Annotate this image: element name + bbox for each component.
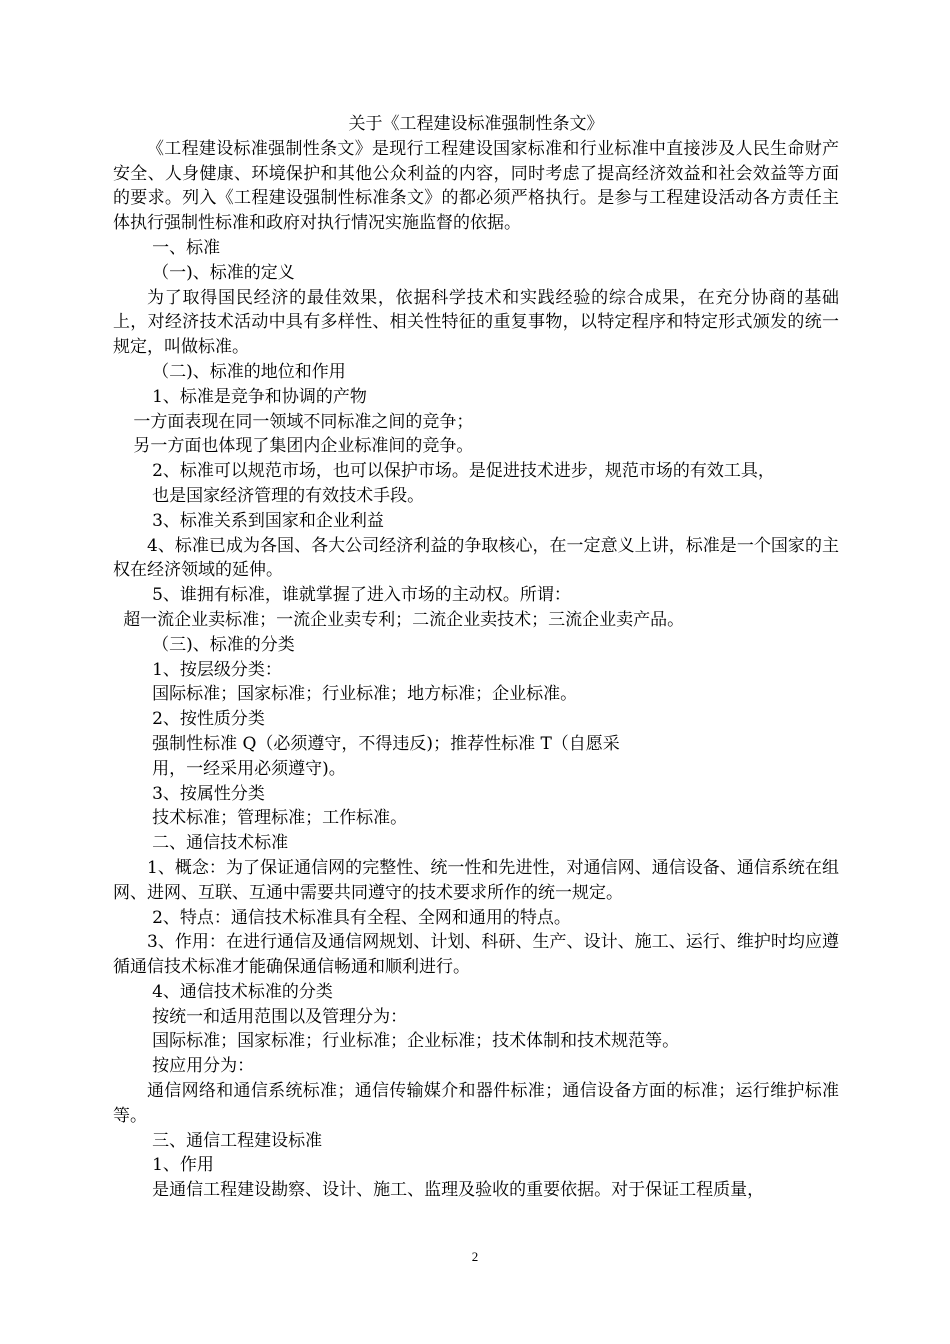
- paragraph: 1、概念：为了保证通信网的完整性、统一性和先进性，对通信网、通信设备、通信系统在组网、进网、互联、互通中需要共同遵守的技术要求所作的统一规定。: [113, 857, 839, 903]
- paragraph: 用，一经采用必须遵守)。: [152, 758, 346, 779]
- document-title: 关于《工程建设标准强制性条文》: [348, 114, 604, 134]
- paragraph: （三)、标准的分类: [152, 634, 295, 655]
- paragraph: 1、标准是竞争和协调的产物: [152, 386, 367, 407]
- paragraph: 2、按性质分类: [152, 709, 265, 730]
- paragraph: 超一流企业卖标准；一流企业卖专利；二流企业卖技术；三流企业卖产品。: [123, 609, 685, 630]
- paragraph: 通信网络和通信系统标准；通信传输媒介和器件标准；通信设备方面的标准；运行维护标准等。: [113, 1081, 839, 1126]
- paragraph: 国际标准；国家标准；行业标准；地方标准；企业标准。: [152, 684, 578, 705]
- paragraph: 3、标准关系到国家和企业利益: [152, 510, 384, 531]
- paragraph: 1、作用: [152, 1155, 214, 1176]
- paragraph: 1、按层级分类：: [152, 659, 282, 680]
- paragraph: 国际标准；国家标准；行业标准；企业标准；技术体制和技术规范等。: [152, 1031, 680, 1052]
- paragraph-list: [113, 137, 839, 1203]
- paragraph: 按应用分为：: [152, 1056, 255, 1077]
- paragraph: 是通信工程建设勘察、设计、施工、监理及验收的重要依据。对于保证工程质量，: [152, 1180, 765, 1201]
- paragraph: 二、通信技术标准: [152, 833, 289, 854]
- paragraph: 4、标准已成为各国、各大公司经济利益的争取核心，在一定意义上讲，标准是一个国家的主权在经济领域的延伸。: [113, 535, 839, 581]
- paragraph: 《工程建设标准强制性条文》是现行工程建设国家标准和行业标准中直接涉及人民生命财产安全、人身健康、环境保护和其他公众利益的内容，同时考虑了提高经济效益和社会效益等方面的要求。列入《工程建设强制性标准条文》的都必须严格执行。是参与工程建设活动各方责任主体执行强制性标准和政府对执行情况实施监督的依据。: [113, 138, 839, 234]
- paragraph: 为了取得国民经济的最佳效果，依据科学技术和实践经验的综合成果，在充分协商的基础上，对经济技术活动中具有多样性、相关性特征的重复事物，以特定程序和特定形式颁发的统一规定，叫做标准。: [113, 287, 839, 358]
- paragraph: 4、通信技术标准的分类: [152, 981, 333, 1002]
- paragraph: 按统一和适用范围以及管理分为：: [152, 1006, 408, 1027]
- paragraph: 一方面表现在同一领域不同标准之间的竞争；: [133, 411, 474, 432]
- paragraph: 3、作用：在进行通信及通信网规划、计划、科研、生产、设计、施工、运行、维护时均应遵循通信技术标准才能确保通信畅通和顺利进行。: [113, 932, 839, 978]
- paragraph: 2、特点：通信技术标准具有全程、全网和通用的特点。: [152, 907, 571, 928]
- paragraph: 强制性标准 Q（必须遵守，不得违反)；推荐性标准 T（自愿采: [152, 733, 620, 754]
- paragraph: （二)、标准的地位和作用: [152, 361, 346, 382]
- paragraph: 一、标准: [152, 237, 221, 258]
- paragraph: （一)、标准的定义: [152, 262, 295, 283]
- paragraph: 三、通信工程建设标准: [152, 1130, 323, 1151]
- paragraph: 也是国家经济管理的有效技术手段。: [152, 485, 425, 506]
- paragraph: 2、标准可以规范市场，也可以保护市场。是促进技术进步，规范市场的有效工具，: [152, 461, 775, 482]
- paragraph: 另一方面也体现了集团内企业标准间的竞争。: [133, 436, 474, 457]
- document-body: [113, 112, 839, 1203]
- paragraph: 技术标准；管理标准；工作标准。: [152, 808, 408, 829]
- page-number: 2: [471, 1249, 479, 1264]
- paragraph: 5、谁拥有标准，谁就掌握了进入市场的主动权。所谓：: [152, 585, 571, 606]
- paragraph: 3、按属性分类: [152, 783, 265, 804]
